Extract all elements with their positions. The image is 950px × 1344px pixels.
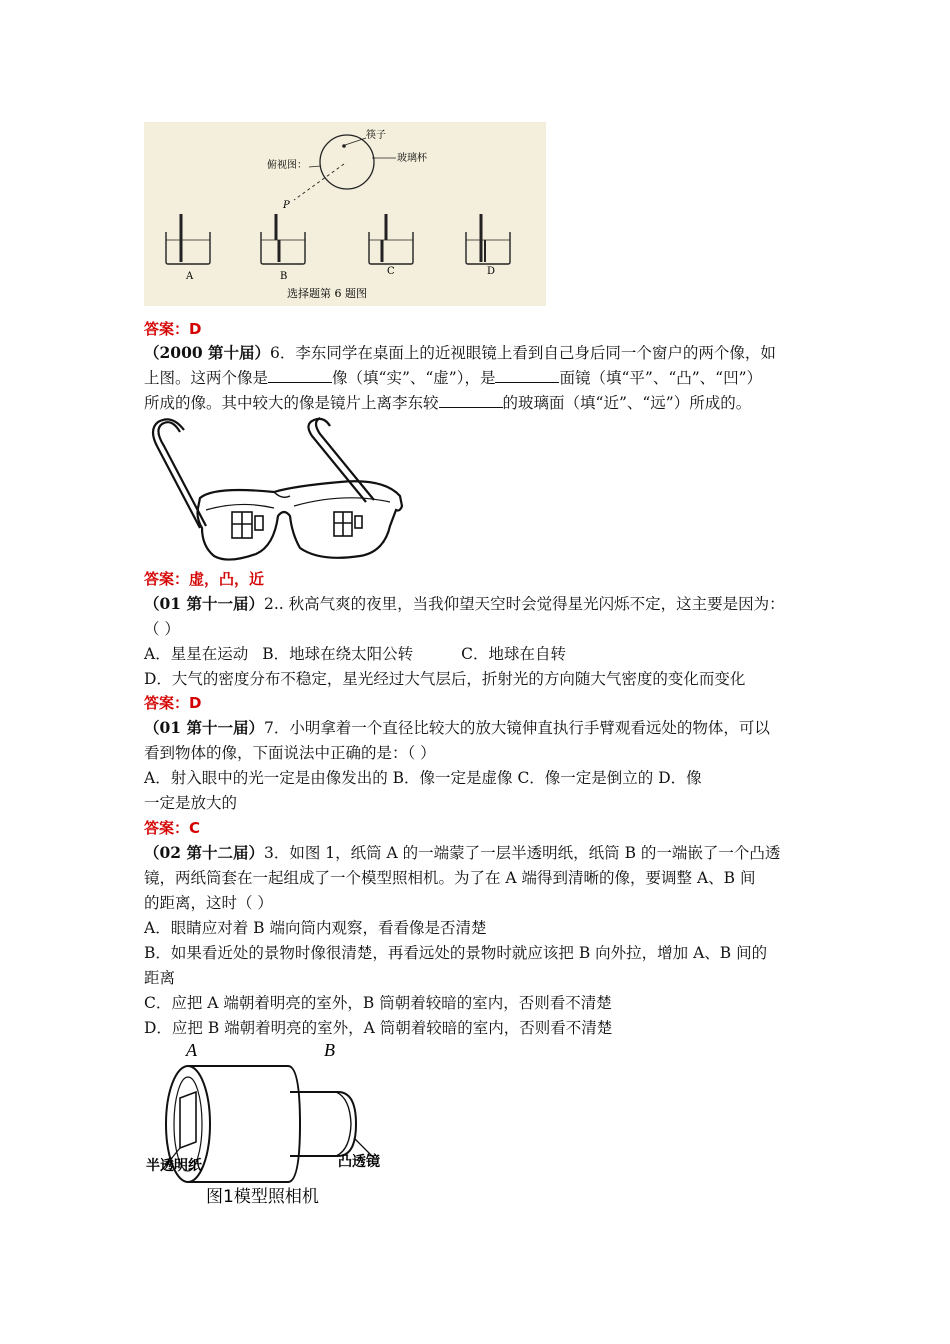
blank-field: [268, 368, 332, 383]
q7-line2: 看到物体的像，下面说法中正确的是：（ ）: [144, 744, 436, 762]
q3-tag: （02 第十二届）: [144, 843, 264, 862]
q6-line3: [144, 393, 814, 413]
q6-text2c: 面镜（填“平”、“凸”、“凹”）: [559, 369, 763, 387]
chopstick-label: 筷子: [366, 130, 386, 141]
tube-b-label: B: [324, 1040, 335, 1060]
window-reflection-right: [334, 512, 362, 536]
p-label: P: [283, 200, 290, 211]
beaker-b: [261, 214, 305, 264]
glasses-figure: [144, 416, 408, 568]
answer-q6: 答案：虚，凸，近: [144, 570, 265, 588]
answer-q7: 答案：C: [144, 819, 201, 837]
window-reflection-left: [232, 512, 263, 538]
option-c-label: C: [387, 266, 395, 277]
q6-tag: （2000 第十届）: [144, 343, 271, 362]
q6-text1: 6．李东同学在桌面上的近视眼镜上看到自己身后同一个窗户的两个像，如: [270, 344, 776, 362]
translucent-paper: [180, 1092, 196, 1148]
q2-line1: [144, 594, 814, 614]
q3-option-b: B．如果看近处的景物时像很清楚，再看远处的景物时就应该把 B 向外拉，增加 A、B 间的: [144, 944, 768, 962]
option-d-label: D: [487, 266, 496, 277]
q7-line3: A．射入眼中的光一定是由像发出的 B．像一定是虚像 C．像一定是倒立的 D．像: [144, 769, 702, 787]
q3-option-c: C．应把 A 端朝着明亮的室外，B 筒朝着较暗的室内，否则看不清楚: [144, 994, 612, 1012]
q3-line3: 的距离，这时（ ）: [144, 894, 273, 912]
q3-text1: 3．如图 1，纸筒 A 的一端蒙了一层半透明纸，纸筒 B 的一端嵌了一个凸透: [263, 844, 781, 862]
q7-line1: [144, 718, 814, 738]
right-temple: [308, 419, 366, 502]
figure-glass-chopstick: [144, 122, 546, 306]
q3-line1: [144, 843, 814, 863]
q3-option-d: D．应把 B 端朝着明亮的室外，A 筒朝着较暗的室内，否则看不清楚: [144, 1019, 613, 1037]
top-view-label: 俯视图：: [267, 160, 307, 171]
q3-option-b-cont: 距离: [144, 969, 176, 987]
q2-tag: （01 第十一届）: [144, 594, 264, 613]
q6-text2b: 像（填“实”、“虚”），是: [332, 369, 496, 387]
q2-line2: （ ）: [144, 620, 180, 638]
model-camera-figure: [140, 1038, 410, 1214]
glass-label: 玻璃杯: [397, 153, 427, 164]
tube-a-body: [188, 1066, 300, 1182]
answer-q2: 答案：D: [144, 694, 202, 712]
beaker-d: [466, 214, 510, 264]
blank-field: [495, 368, 559, 383]
q2-option-b: B．地球在绕太阳公转: [262, 645, 414, 663]
q2-options: [144, 644, 814, 664]
q6-line2: [144, 368, 814, 388]
q7-text1: 7．小明拿着一个直径比较大的放大镜伸直执行手臂观看远处的物体，可以: [263, 719, 770, 737]
blank-field: [439, 393, 503, 408]
q2-option-c: C．地球在自转: [461, 645, 566, 663]
option-b-label: B: [280, 271, 288, 282]
q3-option-a: A．眼睛应对着 B 端向筒内观察，看看像是否清楚: [144, 919, 487, 937]
q7-line4: 一定是放大的: [144, 794, 238, 812]
q7-tag: （01 第十一届）: [144, 718, 264, 737]
top-view-circle: [320, 135, 374, 189]
figure3-caption: 图1模型照相机: [206, 1187, 319, 1207]
frame: [198, 481, 403, 559]
paper-label: 半透明纸: [146, 1158, 202, 1174]
beaker-c: [369, 214, 413, 264]
left-temple: [158, 422, 206, 526]
figure1-caption: 选择题第 6 题图: [287, 287, 367, 300]
q6-line1: [144, 343, 814, 363]
q6-text2a: 上图。这两个像是: [144, 369, 269, 387]
q2-option-a: A．星星在运动: [144, 645, 249, 663]
q6-text3b: 的玻璃面（填“近”、“远”）所成的。: [502, 394, 752, 412]
q2-text1: 2.. 秋高气爽的夜里，当我仰望天空时会觉得星光闪烁不定，这主要是因为：: [263, 595, 785, 613]
beaker-a: [166, 214, 210, 264]
q3-line2: 镜，两纸筒套在一起组成了一个模型照相机。为了在 A 端得到清晰的像，要调整 A、B 间: [144, 869, 756, 887]
lens-label: 凸透镜: [338, 1154, 380, 1170]
option-a-label: A: [186, 271, 194, 282]
glass-diagram: [144, 122, 546, 306]
q6-text3a: 所成的像。其中较大的像是镜片上离李东较: [144, 394, 439, 412]
tube-a-label: A: [186, 1040, 197, 1060]
q2-option-d: D．大气的密度分布不稳定，星光经过大气层后，折射光的方向随大气密度的变化而变化: [144, 670, 746, 688]
answer-prev: 答案：D: [144, 320, 202, 338]
